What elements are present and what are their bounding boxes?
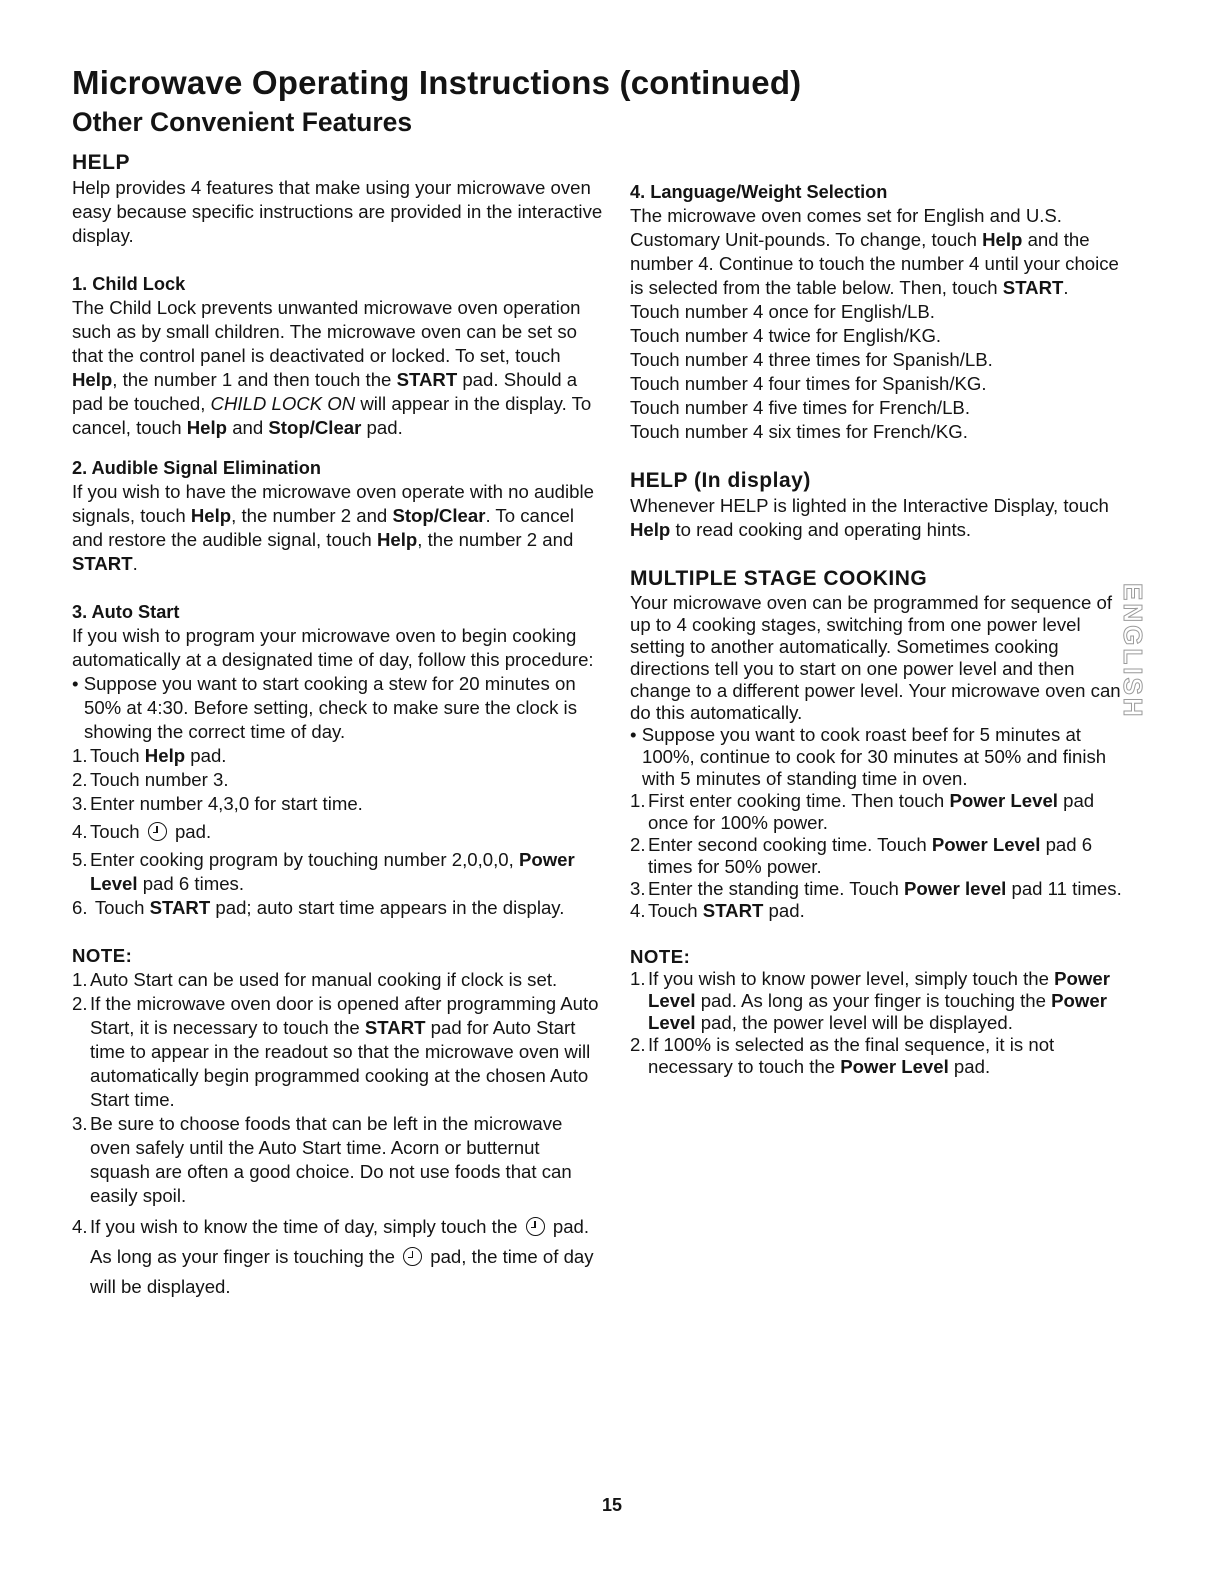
list-item: 2. If the microwave oven door is opened after programming Auto Start, it is necessary to touch the START pad for Auto Start time to appear in the readout so that the microwave oven will automatically begin programmed cooking at the chosen Auto Start time. (72, 993, 599, 1110)
auto-start-bullets (72, 672, 604, 744)
list-item: 2. Touch number 3. (72, 769, 229, 790)
right-column (630, 180, 1122, 1078)
list-item: 5. Enter cooking program by touching number 2,0,0,0, Power Level pad 6 times. (72, 849, 575, 894)
list-item: 3. Be sure to choose foods that can be left in the microwave oven safely until the Auto Start time. Acorn or butternut squash are often a good choice. Do not use foods that can easily spoil. (72, 1113, 572, 1206)
page-title: Microwave Operating Instructions (continued) (72, 64, 802, 101)
audible-text: If you wish to have the microwave oven operate with no audible signals, touch Help, the number 2 and Stop/Clear. To cancel and restore the audible signal, touch Help, the number 2 and START. (72, 481, 594, 574)
left-column (72, 150, 604, 1302)
multi-stage-heading: MULTIPLE STAGE COOKING (630, 567, 928, 590)
list-item: • Suppose you want to cook roast beef for 5 minutes at 100%, continue to cook for 30 minutes at 50% and finish with 5 minutes of standing time in oven. (630, 724, 1107, 789)
language-option: Touch number 4 four times for Spanish/KG. (630, 373, 987, 394)
auto-start-notes (72, 968, 604, 1302)
language-option: Touch number 4 twice for English/KG. (630, 325, 942, 346)
list-item: 1. If you wish to know power level, simply touch the Power Level pad. As long as your finger is touching the Power Level pad, the power level will be displayed. (630, 968, 1110, 1033)
clock-icon (148, 822, 167, 841)
child-lock-heading: 1. Child Lock (72, 274, 186, 294)
list-item: 4. Touch START pad. (630, 900, 805, 921)
list-item: 2. If 100% is selected as the final sequence, it is not necessary to touch the Power Level pad. (630, 1034, 1055, 1077)
language-side-tab: ENGLISH (1118, 583, 1148, 720)
help-display-heading: HELP (In display) (630, 469, 811, 492)
list-item: 1. Touch Help pad. (72, 745, 227, 766)
auto-start-note-heading: NOTE: (72, 945, 133, 966)
audible-heading: 2. Audible Signal Elimination (72, 458, 321, 478)
page-subtitle: Other Convenient Features (72, 107, 413, 137)
list-item: 4. If you wish to know the time of day, simply touch the pad. As long as your finger is touching the pad, the time of day will be displayed. (72, 1216, 594, 1297)
list-item: 3. Enter number 4,3,0 for start time. (72, 793, 363, 814)
language-option: Touch number 4 once for English/LB. (630, 301, 935, 322)
language-heading: 4. Language/Weight Selection (630, 182, 888, 202)
list-item: 6. Touch START pad; auto start time appears in the display. (72, 897, 565, 918)
auto-start-steps (72, 744, 604, 920)
child-lock-text: The Child Lock prevents unwanted microwave oven operation such as by small children. The microwave oven can be set so that the control panel is deactivated or locked. To set, touch Help, the number 1 and then touch the START pad. Should a pad be touched, CHILD LOCK ON will appear in the display. To cancel, touch Help and Stop/Clear pad. (72, 297, 592, 438)
help-intro: Help provides 4 features that make using your microwave oven easy because specific instructions are provided in the interactive display. (72, 177, 603, 246)
list-item: 2. Enter second cooking time. Touch Power Level pad 6 times for 50% power. (630, 834, 1093, 877)
clock-icon (526, 1217, 545, 1236)
list-item: 4. Touch pad. (72, 821, 212, 842)
multi-stage-note-heading: NOTE: (630, 946, 691, 967)
auto-start-intro: If you wish to program your microwave oven to begin cooking automatically at a designated time of day, follow this procedure: (72, 625, 594, 670)
multi-stage-intro: Your microwave oven can be programmed for sequence of up to 4 cooking stages, switching from one power level setting to another automatically. Sometimes cooking directions tell you to start on one power level and then change to a different power level. Your microwave oven can do this automatically. (630, 592, 1121, 723)
language-option: Touch number 4 three times for Spanish/LB. (630, 349, 993, 370)
multi-stage-notes (630, 968, 1122, 1078)
list-item: • Suppose you want to start cooking a stew for 20 minutes on 50% at 4:30. Before setting, check to make sure the clock is showing the correct time of day. (72, 673, 577, 742)
auto-start-heading: 3. Auto Start (72, 602, 180, 622)
language-text: The microwave oven comes set for English and U.S. Customary Unit-pounds. To change, touch Help and the number 4. Continue to touch the number 4 until your choice is selected from the table below. Then, touch START. (630, 205, 1119, 298)
list-item: 1. Auto Start can be used for manual cooking if clock is set. (72, 969, 558, 990)
language-option: Touch number 4 six times for French/KG. (630, 421, 968, 442)
list-item: 1. First enter cooking time. Then touch Power Level pad once for 100% power. (630, 790, 1095, 833)
list-item: 3. Enter the standing time. Touch Power level pad 11 times. (630, 878, 1122, 899)
multi-stage-bullets (630, 724, 1122, 790)
help-display-text: Whenever HELP is lighted in the Interactive Display, touch Help to read cooking and operating hints. (630, 495, 1109, 540)
language-option: Touch number 4 five times for French/LB. (630, 397, 970, 418)
clock-icon (403, 1247, 422, 1266)
help-heading: HELP (72, 151, 131, 174)
multi-stage-section (630, 566, 1122, 1078)
multi-stage-steps (630, 790, 1122, 922)
page-number: 15 (601, 1495, 623, 1515)
